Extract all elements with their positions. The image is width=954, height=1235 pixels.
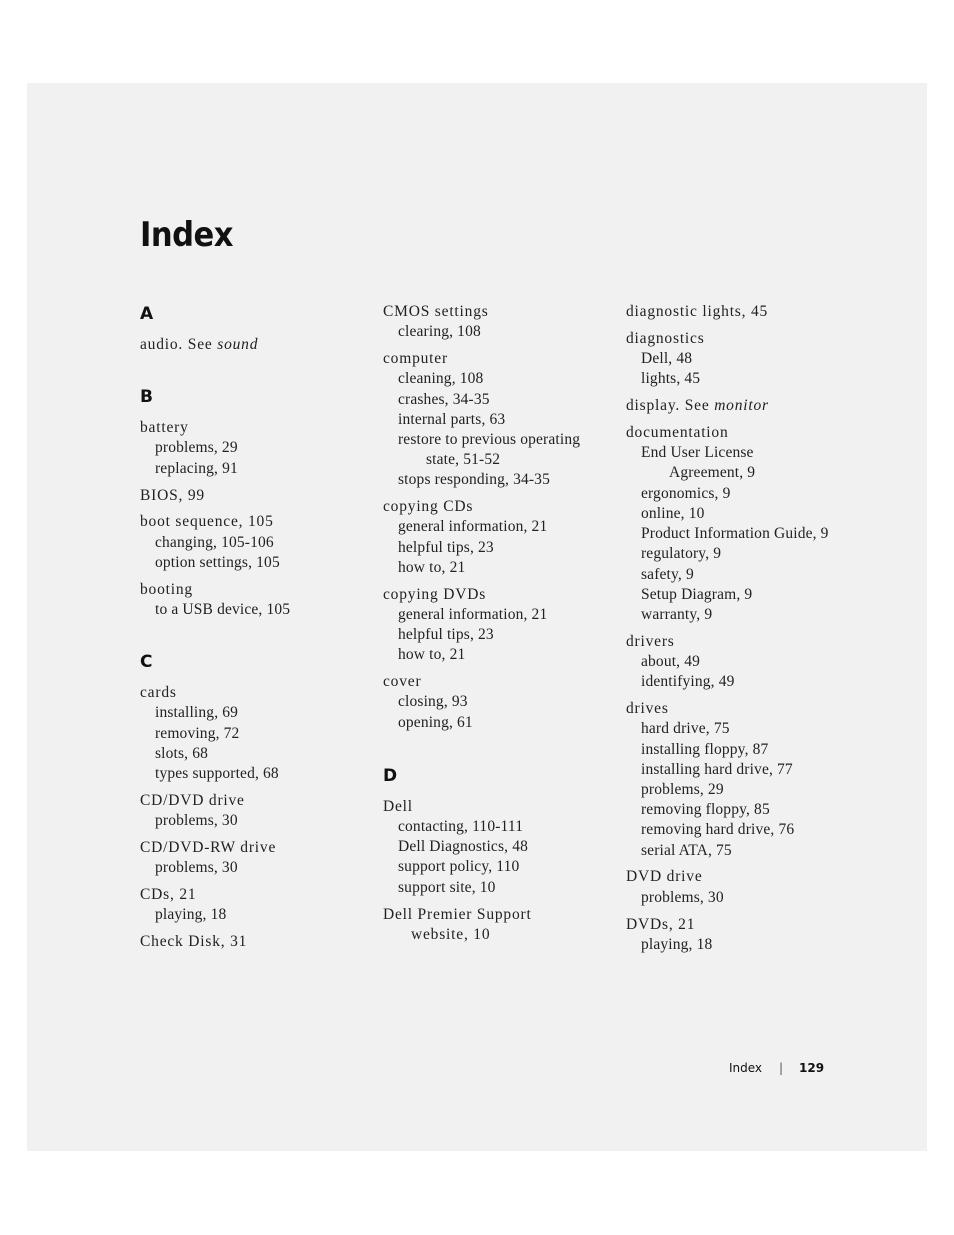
index-subentry: about, 49	[641, 653, 701, 670]
see-reference: monitor	[714, 397, 769, 415]
index-subentry	[626, 443, 856, 483]
index-entry	[626, 699, 856, 861]
index-term	[140, 838, 380, 858]
index-entry	[383, 497, 623, 578]
index-entry	[140, 580, 380, 620]
index-term	[626, 632, 856, 652]
index-subentry: cleaning, 108	[398, 370, 484, 388]
index-subentry: installing floppy, 87	[641, 740, 769, 758]
index-subentry: serial ATA, 75	[641, 841, 732, 859]
index-entry	[383, 302, 623, 342]
index-term	[140, 683, 380, 703]
index-entry	[140, 885, 380, 925]
index-term-text: CD/DVD-RW drive	[140, 838, 277, 856]
index-subentry: how to, 21	[398, 646, 466, 664]
index-subentry: stops responding, 34-35	[398, 471, 550, 489]
index-entry	[140, 418, 380, 479]
index-term-text: diagnostics	[626, 329, 705, 347]
index-term-text: CD/DVD drive	[140, 791, 245, 809]
index-subentry: installing hard drive, 77	[641, 760, 793, 778]
index-subentry: problems, 29	[155, 439, 238, 457]
index-term-text: drivers	[626, 632, 675, 650]
index-subentry: identifying, 49	[641, 673, 735, 691]
index-subentry: general information, 21	[398, 605, 548, 623]
index-subentry: Setup Diagram, 9	[641, 585, 753, 603]
index-term	[383, 672, 623, 692]
index-term-text: CDs, 21	[140, 885, 197, 903]
index-term	[140, 418, 380, 438]
index-term-text: boot sequence, 105	[140, 513, 274, 531]
see-reference: sound	[217, 336, 259, 353]
index-term-text: Dell	[383, 797, 413, 815]
index-subentry: hard drive, 75	[641, 720, 730, 738]
index-term	[626, 699, 856, 719]
section-letter: D	[383, 765, 398, 786]
section-letter: B	[140, 387, 153, 408]
subentry-continuation: Agreement, 9	[669, 464, 756, 482]
index-term-text: DVDs, 21	[626, 915, 696, 933]
index-entry	[626, 915, 856, 955]
index-term	[140, 335, 380, 355]
index-term-continuation: website, 10	[411, 925, 491, 943]
index-entry	[140, 932, 380, 952]
index-subentry: clearing, 108	[398, 323, 481, 341]
index-term	[383, 349, 623, 369]
index-term	[140, 580, 380, 600]
index-entry	[626, 302, 856, 322]
index-entry	[140, 486, 380, 506]
index-term-text: cards	[140, 684, 177, 702]
index-subentry: playing, 18	[155, 906, 227, 924]
index-subentry: option settings, 105	[155, 553, 280, 571]
index-term	[140, 512, 380, 532]
index-entry	[140, 838, 380, 878]
index-section	[383, 302, 623, 733]
index-column-1	[140, 302, 380, 959]
index-term	[626, 302, 856, 322]
index-column-3	[626, 302, 856, 962]
index-term-text: BIOS, 99	[140, 486, 205, 504]
index-section	[140, 303, 380, 355]
index-subentry: changing, 105-106	[155, 533, 274, 551]
index-subentry: opening, 61	[398, 713, 473, 731]
index-subentry: playing, 18	[641, 935, 713, 953]
index-term	[140, 486, 380, 506]
index-subentry: Dell Diagnostics, 48	[398, 838, 528, 856]
index-entry	[626, 396, 856, 416]
index-subentry: general information, 21	[398, 518, 548, 536]
index-term	[383, 302, 623, 322]
page-footer	[729, 1061, 825, 1075]
index-term-text: display. See	[626, 397, 715, 415]
index-term	[140, 791, 380, 811]
index-subentry: ergonomics, 9	[641, 484, 731, 502]
index-term	[626, 423, 856, 443]
index-entry	[626, 632, 856, 693]
index-entry	[140, 683, 380, 784]
index-subentry: crashes, 34-35	[398, 390, 490, 408]
index-subentry: to a USB device, 105	[155, 600, 291, 618]
index-subentry: types supported, 68	[155, 764, 279, 782]
index-term-text: CMOS settings	[383, 303, 489, 320]
index-section	[383, 765, 623, 945]
index-subentry: Product Information Guide, 9	[641, 525, 829, 543]
page-title: Index	[140, 215, 234, 255]
index-term-text: Dell Premier Support	[383, 905, 532, 923]
index-subentry: problems, 30	[155, 859, 238, 877]
index-term-text: documentation	[626, 424, 729, 442]
index-section	[140, 386, 380, 620]
page-number: 129	[799, 1061, 825, 1075]
index-entry	[383, 672, 623, 733]
index-term	[140, 932, 380, 952]
index-subentry: slots, 68	[155, 744, 209, 762]
index-term-text: drives	[626, 700, 669, 718]
index-term-text: DVD drive	[626, 868, 703, 886]
index-term	[626, 915, 856, 935]
index-subentry: safety, 9	[641, 565, 694, 583]
section-letter: C	[140, 652, 153, 673]
index-term	[626, 396, 856, 416]
index-entry	[140, 335, 380, 355]
index-entry	[626, 329, 856, 390]
index-subentry: support policy, 110	[398, 858, 520, 876]
index-entry	[383, 797, 623, 898]
index-subentry: online, 10	[641, 504, 705, 522]
index-entry	[626, 867, 856, 907]
index-subentry: problems, 30	[155, 812, 238, 829]
index-term	[383, 905, 623, 945]
index-entry	[383, 585, 623, 666]
index-term-text: computer	[383, 350, 448, 368]
index-term-text: cover	[383, 673, 422, 691]
index-subentry: removing floppy, 85	[641, 801, 770, 819]
index-subentry: support site, 10	[398, 878, 496, 896]
index-subentry: warranty, 9	[641, 605, 713, 623]
index-subentry: removing, 72	[155, 724, 240, 742]
index-entry	[383, 905, 623, 945]
index-subentry: helpful tips, 23	[398, 626, 494, 644]
index-subentry	[383, 430, 623, 470]
index-term-text: copying DVDs	[383, 585, 487, 603]
index-subentry: internal parts, 63	[398, 410, 506, 428]
index-entry	[140, 791, 380, 831]
index-subentry: replacing, 91	[155, 459, 238, 477]
footer-separator: |	[779, 1061, 784, 1075]
index-term-text: copying CDs	[383, 498, 474, 516]
index-term	[626, 867, 856, 887]
index-term-text: battery	[140, 419, 189, 437]
index-section	[626, 302, 856, 955]
section-letter: A	[140, 304, 154, 324]
subentry-text: End User License	[641, 444, 754, 462]
subentry-text: restore to previous operating	[398, 430, 581, 448]
index-subentry: installing, 69	[155, 704, 239, 722]
index-subentry: problems, 29	[641, 780, 724, 798]
index-column-2	[383, 302, 623, 952]
subentry-continuation: state, 51-52	[426, 451, 501, 469]
footer-section-label: Index	[729, 1061, 763, 1075]
index-subentry: lights, 45	[641, 370, 701, 388]
index-term-text: Check Disk, 31	[140, 933, 248, 951]
index-subentry: helpful tips, 23	[398, 538, 494, 556]
index-term-text: diagnostic lights, 45	[626, 303, 769, 320]
index-subentry: regulatory, 9	[641, 545, 722, 563]
index-subentry: removing hard drive, 76	[641, 821, 795, 839]
index-subentry: how to, 21	[398, 558, 466, 576]
index-entry	[626, 423, 856, 625]
index-term	[383, 797, 623, 817]
index-entry	[383, 349, 623, 490]
index-subentry: closing, 93	[398, 693, 468, 711]
index-term	[140, 885, 380, 905]
index-subentry: problems, 30	[641, 888, 724, 906]
index-term-text: booting	[140, 580, 193, 598]
index-subentry: Dell, 48	[641, 350, 693, 368]
index-term	[626, 329, 856, 349]
index-term-text: audio. See	[140, 336, 218, 353]
index-entry	[140, 512, 380, 573]
index-term	[383, 585, 623, 605]
index-term	[383, 497, 623, 517]
index-section	[140, 651, 380, 952]
index-subentry: contacting, 110-111	[398, 818, 524, 836]
